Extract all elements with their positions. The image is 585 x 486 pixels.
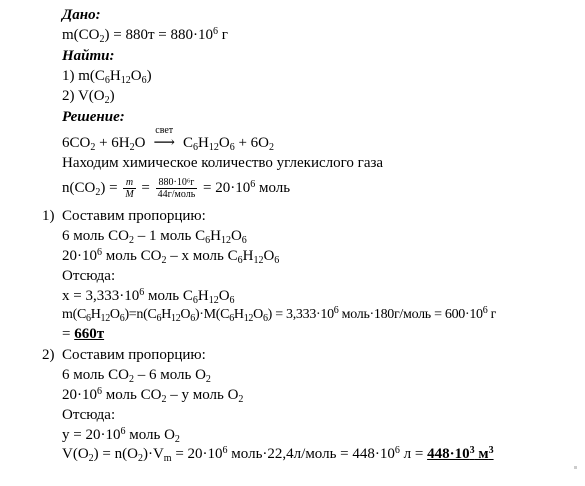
subscript: 6	[119, 313, 125, 324]
superscript: 6	[97, 247, 102, 258]
subscript: 6	[141, 75, 147, 86]
text: O	[109, 307, 120, 322]
text: y = 20·10	[62, 427, 121, 443]
text: – y моль O	[166, 387, 239, 403]
subscript: m	[163, 453, 172, 464]
corner-dot	[574, 466, 577, 469]
superscript: 6	[250, 178, 256, 190]
text: m(C	[62, 307, 86, 322]
text: моль O	[125, 427, 175, 443]
subscript: 2	[104, 95, 110, 106]
part1-mass-calculation	[62, 306, 496, 324]
subscript: 12	[171, 313, 181, 324]
subscript: 6	[193, 142, 198, 153]
subscript: 2	[205, 374, 211, 385]
text: n(CO	[62, 179, 96, 196]
superscript: 6	[139, 287, 145, 298]
subscript: 2	[88, 453, 94, 464]
subscript: 6	[229, 142, 235, 153]
subscript: 2	[128, 374, 134, 385]
subscript: 12	[120, 75, 131, 86]
find-item-1	[62, 67, 152, 85]
reaction-arrow	[149, 125, 179, 152]
text: г	[217, 27, 228, 43]
subscript: 6	[86, 313, 91, 324]
text: = 20·10	[171, 446, 223, 462]
text: м	[474, 446, 489, 462]
part1-number: 1)	[42, 208, 55, 224]
subscript: 6	[241, 235, 247, 246]
text: H	[210, 228, 221, 244]
text: моль	[255, 179, 291, 196]
part1-title: Составим пропорцию:	[62, 208, 206, 224]
subscript: 6	[192, 295, 198, 306]
text: C	[179, 135, 193, 151]
text: – x моль C	[166, 248, 238, 264]
subscript: 2	[161, 255, 167, 266]
text: H	[90, 307, 101, 322]
find-header: Найти:	[62, 48, 115, 64]
superscript: 6	[120, 426, 126, 437]
subscript: 2	[174, 434, 180, 445]
reaction-equation	[62, 125, 274, 153]
text: )	[146, 68, 152, 84]
text: x = 3,333·10	[62, 288, 140, 304]
moles-calculation	[62, 177, 290, 200]
text: O	[134, 135, 150, 151]
denominator: M	[125, 189, 134, 200]
text: 448·10	[427, 446, 470, 462]
text: O	[130, 68, 142, 84]
part2-title: Составим пропорцию:	[62, 347, 206, 363]
subscript: 2	[129, 142, 135, 153]
answer-volume	[427, 446, 493, 462]
subscript: 2	[90, 142, 96, 153]
subscript: 12	[253, 255, 264, 266]
text: моль·22,4л/моль = 448·10	[227, 446, 395, 462]
superscript: 6	[394, 445, 400, 456]
subscript: 12	[208, 142, 219, 153]
text: 6 моль CO	[62, 228, 129, 244]
subscript: 12	[243, 313, 254, 324]
part2-proportion-line-1	[62, 366, 211, 384]
solution-header: Решение:	[62, 109, 125, 125]
subscript: 6	[229, 313, 234, 324]
subscript: 2	[238, 394, 244, 405]
text: 20·10	[62, 387, 97, 403]
text: 6 моль CO	[62, 367, 129, 383]
text: O	[218, 135, 230, 151]
subscript: 12	[208, 295, 219, 306]
superscript: 6	[222, 445, 228, 456]
subscript: 6	[237, 255, 243, 266]
subscript: 2	[268, 142, 274, 153]
text: O	[180, 307, 191, 322]
subscript: 12	[220, 235, 231, 246]
given-mass-line	[62, 26, 228, 44]
subscript: 6	[190, 313, 195, 324]
text: 1) m(C	[62, 68, 105, 84]
superscript: 6	[482, 305, 488, 316]
superscript: 3	[469, 445, 475, 456]
text: моль·180г/моль = 600·10	[338, 307, 483, 322]
superscript: 6	[212, 26, 218, 37]
subscript: 6	[274, 255, 280, 266]
text: m(CO	[62, 27, 100, 43]
text: ) =	[100, 179, 122, 196]
subscript: 2	[137, 453, 143, 464]
text: H	[242, 248, 254, 264]
text: + 6O	[234, 135, 269, 151]
text: = 20·10	[199, 179, 251, 196]
text: г	[487, 307, 497, 322]
text: H	[109, 68, 121, 84]
text: ) = 880т = 880·10	[104, 27, 213, 43]
subscript: 2	[95, 186, 101, 198]
text: =	[62, 326, 75, 342]
part2-number: 2)	[42, 347, 55, 363]
text: )·V	[142, 446, 164, 462]
text: O	[218, 288, 230, 304]
numerator: 880·10⁶г	[156, 177, 198, 189]
part2-y-result	[62, 426, 180, 444]
amount-heading: Находим химическое количество углекислого газа	[62, 155, 384, 171]
subscript: 6	[205, 235, 211, 246]
arrow-icon: ⟶	[153, 135, 175, 151]
subscript: 2	[128, 235, 134, 246]
subscript: 12	[100, 313, 110, 324]
text: моль CO	[102, 248, 162, 264]
part1-answer	[62, 325, 104, 343]
subscript: 6	[104, 75, 110, 86]
text: O	[263, 248, 275, 264]
text: O	[253, 307, 263, 322]
part2-volume-calculation	[62, 445, 494, 463]
text: ) = n(O	[93, 446, 138, 462]
text: H	[198, 135, 209, 151]
text: H	[233, 307, 244, 322]
part1-proportion-line-2	[62, 247, 279, 265]
text: H	[197, 288, 209, 304]
text: 20·10	[62, 248, 97, 264]
numerator: m	[123, 177, 135, 189]
part2-hence: Отсюда:	[62, 407, 116, 423]
subscript: 6	[262, 313, 268, 324]
answer-mass: 660т	[74, 326, 105, 342]
text: )·M(C	[194, 307, 230, 322]
text: V(O	[62, 446, 89, 462]
superscript: 6	[333, 305, 339, 316]
part1-x-result	[62, 287, 235, 305]
superscript: 6	[97, 386, 102, 397]
subscript: 6	[156, 313, 162, 324]
fraction-values	[156, 177, 198, 200]
text: H	[161, 307, 172, 322]
part1-hence: Отсюда:	[62, 268, 116, 284]
denominator: 44г/моль	[157, 189, 196, 200]
text: O	[230, 228, 242, 244]
text: – 6 моль O	[133, 367, 206, 383]
text: =	[137, 179, 154, 196]
part1-proportion-line-1	[62, 227, 247, 245]
text: моль CO	[102, 387, 162, 403]
given-header: Дано:	[62, 7, 101, 23]
subscript: 2	[99, 34, 105, 45]
text: моль C	[144, 288, 193, 304]
text: – 1 моль C	[133, 228, 206, 244]
text: 6CO	[62, 135, 91, 151]
find-item-2	[62, 87, 115, 105]
subscript: 2	[161, 394, 167, 405]
text: + 6H	[95, 135, 130, 151]
text: )=n(C	[124, 307, 157, 322]
text: )	[109, 88, 115, 104]
subscript: 6	[229, 295, 235, 306]
text: 2) V(O	[62, 88, 105, 104]
part2-proportion-line-2	[62, 386, 243, 404]
text: ) = 3,333·10	[267, 307, 334, 322]
arrow-label: свет	[155, 125, 174, 136]
text: л =	[399, 446, 428, 462]
fraction-m-over-M	[123, 177, 135, 200]
superscript: 3	[488, 445, 494, 456]
